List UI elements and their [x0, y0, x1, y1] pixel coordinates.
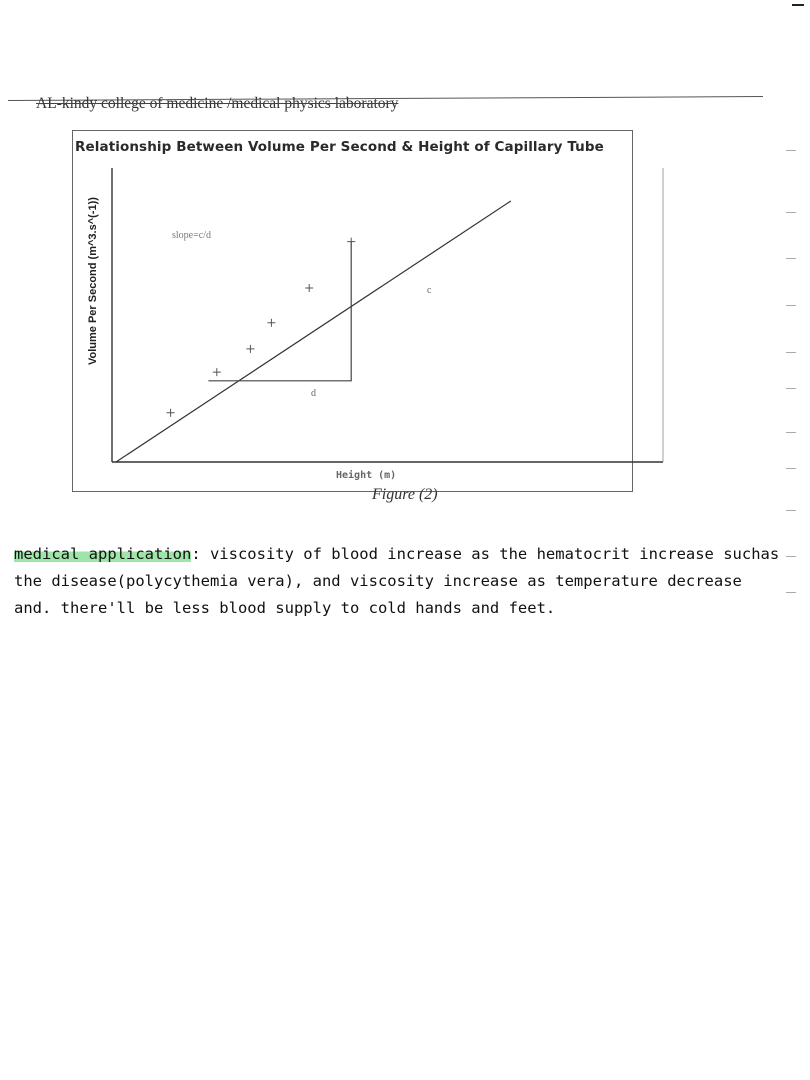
- note-label: medical application: [14, 545, 192, 563]
- slope-annotation: slope=c/d: [172, 230, 211, 241]
- x-axis-label: Height (m): [336, 470, 397, 481]
- data-point: [213, 368, 221, 376]
- header-text: AL-kindy college of medicine /medical physics laboratory: [36, 95, 399, 112]
- data-point: [267, 319, 275, 327]
- medical-application-note: [14, 541, 784, 622]
- rise-label: c: [427, 285, 432, 296]
- data-points: [167, 238, 356, 417]
- data-point: [347, 238, 355, 246]
- slope-triangle: [208, 242, 351, 381]
- chart-title: Relationship Between Volume Per Second & Height of Capillary Tube: [75, 139, 604, 155]
- chart: [0, 0, 810, 520]
- run-label: d: [311, 388, 316, 399]
- data-point: [167, 409, 175, 417]
- data-point: [246, 345, 254, 353]
- figure-caption: Figure (2): [372, 486, 438, 503]
- note-text: : viscosity of blood increase as the hematocrit increase suchas the disease(polycythemia vera), and viscosity increase as temperature decrease and. there'll be less blood supply to cold hands and feet.: [14, 545, 780, 617]
- y-axis-label: Volume Per Second (m^3.s^(-1)): [87, 197, 99, 365]
- data-point: [305, 284, 313, 292]
